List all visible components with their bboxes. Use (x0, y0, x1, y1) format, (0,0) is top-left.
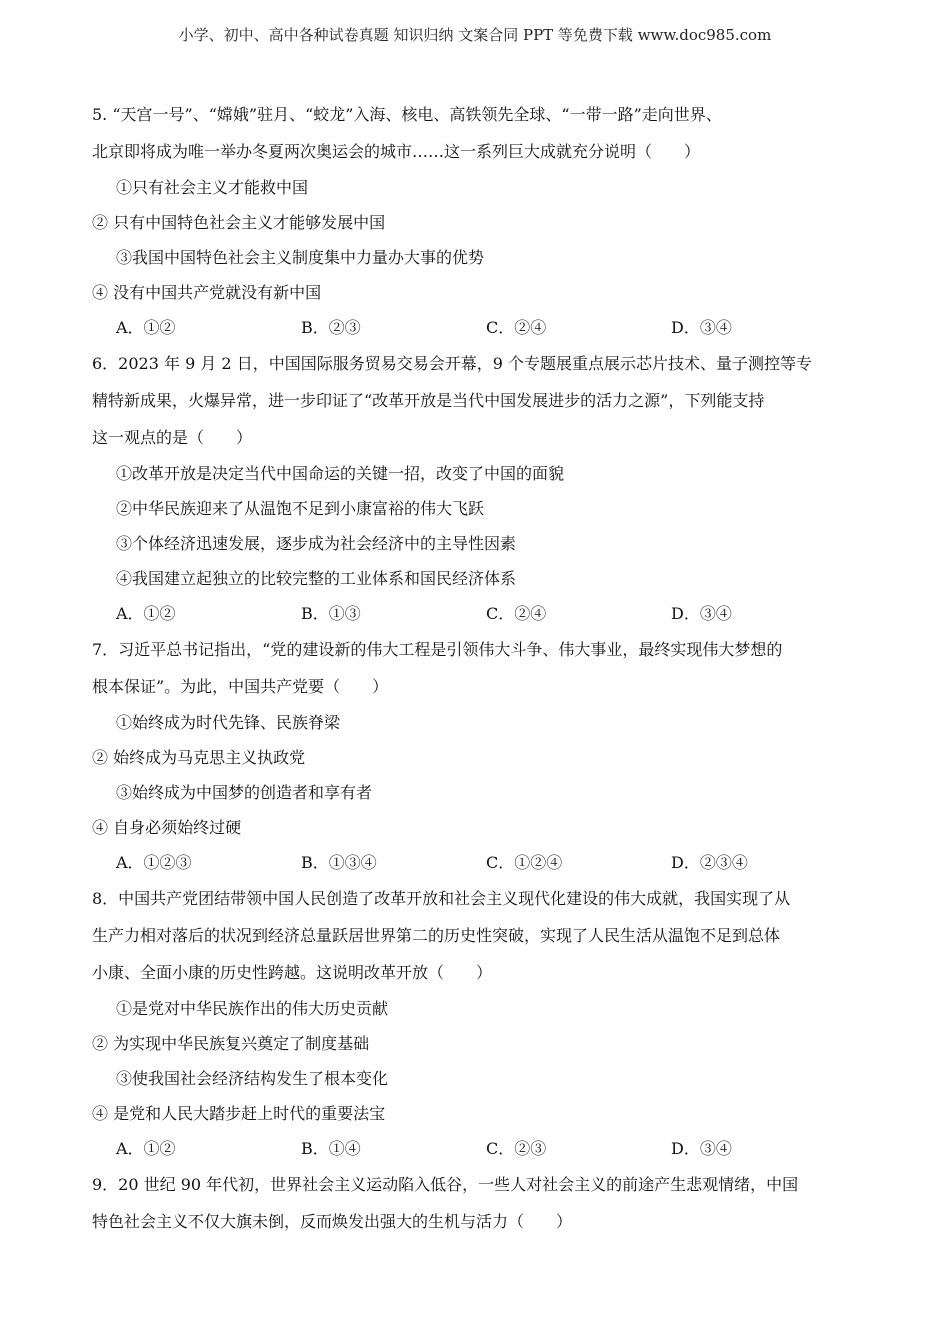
question-5 (92, 96, 862, 345)
choice-c[interactable]: C．②④ (486, 604, 547, 623)
choice-d[interactable]: D．②③④ (671, 853, 748, 872)
question-stem-line: 5. “天宫一号”、“嫦娥”驻月、“蛟龙”入海、核电、高铁领先全球、“一带一路”走向世界、 (92, 105, 722, 124)
question-stem-line: 8．中国共产党团结带领中国人民创造了改革开放和社会主义现代化建设的伟大成就，我国实现了从 (92, 889, 791, 908)
answer-choices (92, 845, 862, 880)
question-7 (92, 631, 862, 880)
question-9 (92, 1166, 862, 1240)
question-stem-line: 9．20 世纪 90 年代初，世界社会主义运动陷入低谷，一些人对社会主义的前途产生悲观情绪，中国 (92, 1175, 799, 1194)
question-6 (92, 345, 862, 631)
choice-d[interactable]: D．③④ (671, 604, 732, 623)
choice-d[interactable]: D．③④ (671, 318, 732, 337)
statement-1: ①是党对中华民族作出的伟大历史贡献 (116, 999, 389, 1018)
statement-4: ④我国建立起独立的比较完整的工业体系和国民经济体系 (116, 569, 517, 588)
choice-b[interactable]: B．①④ (301, 1139, 361, 1158)
page-header: 小学、初中、高中各种试卷真题 知识归纳 文案合同 PPT 等免费下载 www.doc985.com (178, 26, 772, 44)
statement-1: ①改革开放是决定当代中国命运的关键一招，改变了中国的面貌 (116, 464, 565, 483)
statement-2: ② 始终成为马克思主义执政党 (92, 748, 306, 767)
statement-1: ①始终成为时代先锋、民族脊梁 (116, 713, 341, 732)
statement-3: ③我国中国特色社会主义制度集中力量办大事的优势 (116, 248, 485, 267)
choice-a[interactable]: A．①②③ (116, 853, 192, 872)
question-stem-line: 小康、全面小康的历史性跨越。这说明改革开放（ ） (92, 963, 493, 982)
answer-choices (92, 1131, 862, 1166)
question-stem-line: 北京即将成为唯一举办冬夏两次奥运会的城市……这一系列巨大成就充分说明（ ） (92, 142, 701, 161)
question-stem-line: 精特新成果，火爆异常，进一步印证了“改革开放是当代中国发展进步的活力之源”，下列能支持 (92, 391, 765, 410)
choice-d[interactable]: D．③④ (671, 1139, 732, 1158)
statement-2: ② 为实现中华民族复兴奠定了制度基础 (92, 1034, 370, 1053)
question-stem-line: 这一观点的是（ ） (92, 428, 253, 447)
choice-b[interactable]: B．①③④ (301, 853, 377, 872)
statement-2: ② 只有中国特色社会主义才能够发展中国 (92, 213, 386, 232)
question-list (92, 96, 862, 1240)
choice-c[interactable]: C．②③ (486, 1139, 547, 1158)
question-stem-line: 特色社会主义不仅大旗未倒，反而焕发出强大的生机与活力（ ） (92, 1212, 573, 1231)
statement-3: ③始终成为中国梦的创造者和享有者 (116, 783, 373, 802)
question-8 (92, 880, 862, 1166)
choice-c[interactable]: C．②④ (486, 318, 547, 337)
question-stem-line: 6．2023 年 9 月 2 日，中国国际服务贸易交易会开幕，9 个专题展重点展示芯片技术、量子测控等专 (92, 354, 812, 373)
answer-choices (92, 310, 862, 345)
choice-a[interactable]: A．①② (116, 318, 176, 337)
statement-3: ③使我国社会经济结构发生了根本变化 (116, 1069, 389, 1088)
statement-3: ③个体经济迅速发展，逐步成为社会经济中的主导性因素 (116, 534, 517, 553)
choice-a[interactable]: A．①② (116, 1139, 176, 1158)
statement-1: ①只有社会主义才能救中国 (116, 178, 309, 197)
statement-4: ④ 是党和人民大踏步赶上时代的重要法宝 (92, 1104, 386, 1123)
choice-c[interactable]: C．①②④ (486, 853, 563, 872)
question-stem-line: 根本保证”。为此，中国共产党要（ ） (92, 677, 389, 696)
question-stem-line: 生产力相对落后的状况到经济总量跃居世界第二的历史性突破，实现了人民生活从温饱不足到总体 (92, 926, 781, 945)
statement-4: ④ 自身必须始终过硬 (92, 818, 242, 837)
choice-b[interactable]: B．①③ (301, 604, 361, 623)
choice-a[interactable]: A．①② (116, 604, 176, 623)
statement-2: ②中华民族迎来了从温饱不足到小康富裕的伟大飞跃 (116, 499, 485, 518)
statement-4: ④ 没有中国共产党就没有新中国 (92, 283, 322, 302)
question-stem-line: 7．习近平总书记指出，“党的建设新的伟大工程是引领伟大斗争、伟大事业，最终实现伟大梦想的 (92, 640, 783, 659)
choice-b[interactable]: B．②③ (301, 318, 361, 337)
answer-choices (92, 596, 862, 631)
